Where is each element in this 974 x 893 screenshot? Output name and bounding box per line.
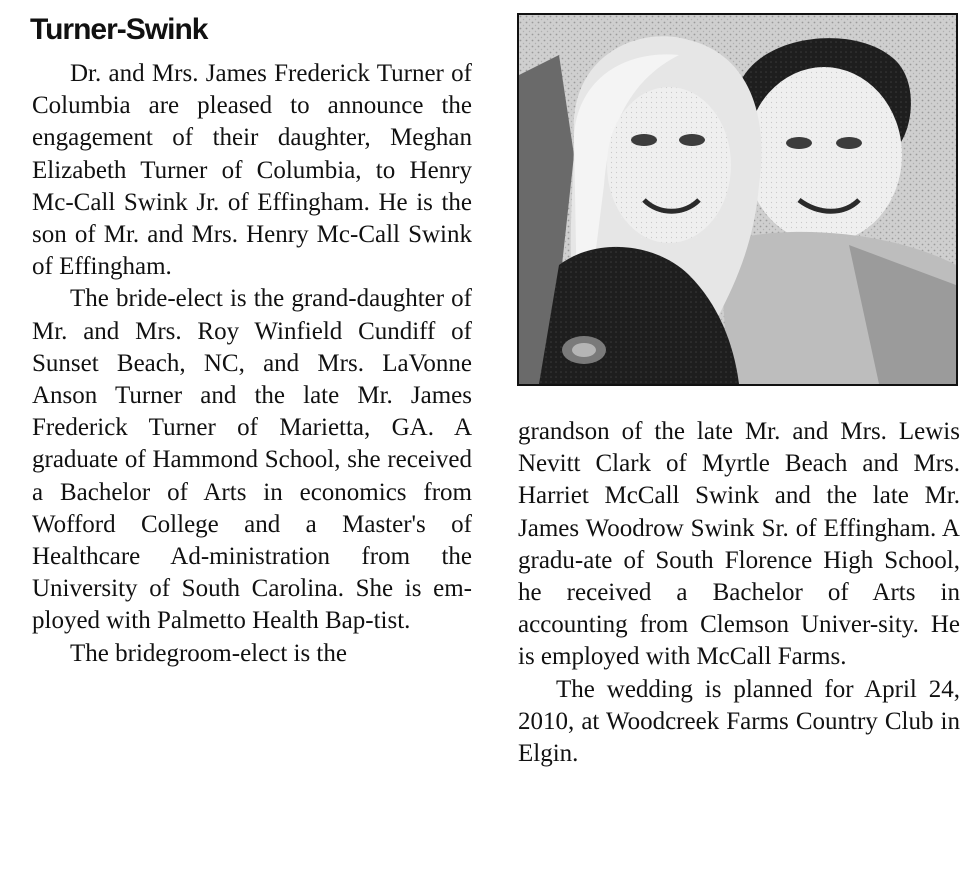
engagement-photo: [517, 13, 958, 386]
paragraph-engagement: Dr. and Mrs. James Frederick Turner of Columbia are pleased to announce the engagement of their daughter, Meghan Elizabeth Turner of Columbia, to Henry Mc-Call Swink Jr. of Effingham. He is the son of Mr. and Mrs. Henry Mc-Call Swink of Effingham.: [32, 60, 472, 281]
paragraph-bridegroom-elect-start: The bridegroom-elect is the: [70, 639, 347, 667]
article-column-left: [32, 58, 472, 670]
paragraph-wedding-plans: The wedding is planned for April 24, 2010, at Woodcreek Farms Country Club in Elgin.: [518, 675, 960, 768]
paragraph-bridegroom-elect-cont: grandson of the late Mr. and Mrs. Lewis Nevitt Clark of Myrtle Beach and Mrs. Harriet McCall Swink and the late Mr. James Woodrow Swink Sr. of Effingham. A gradu-ate of South Florence High School, he received a Bachelor of Arts in accounting from Clemson Univer-sity. He is employed with McCall Farms.: [518, 418, 960, 671]
couple-portrait: [519, 15, 956, 384]
paragraph-bride-elect: The bride-elect is the grand-daughter of Mr. and Mrs. Roy Winfield Cundiff of Sunset Beach, NC, and Mrs. LaVonne Anson Turner and the late Mr. James Frederick Turner of Marietta, GA. A graduate of Hammond School, she received a Bachelor of Arts in economics from Wofford College and a Master's of Healthcare Ad-ministration from the University of South Carolina. She is em-ployed with Palmetto Health Bap-tist.: [32, 285, 472, 635]
headline: Turner-Swink: [30, 13, 208, 46]
article-column-right: [518, 416, 960, 770]
